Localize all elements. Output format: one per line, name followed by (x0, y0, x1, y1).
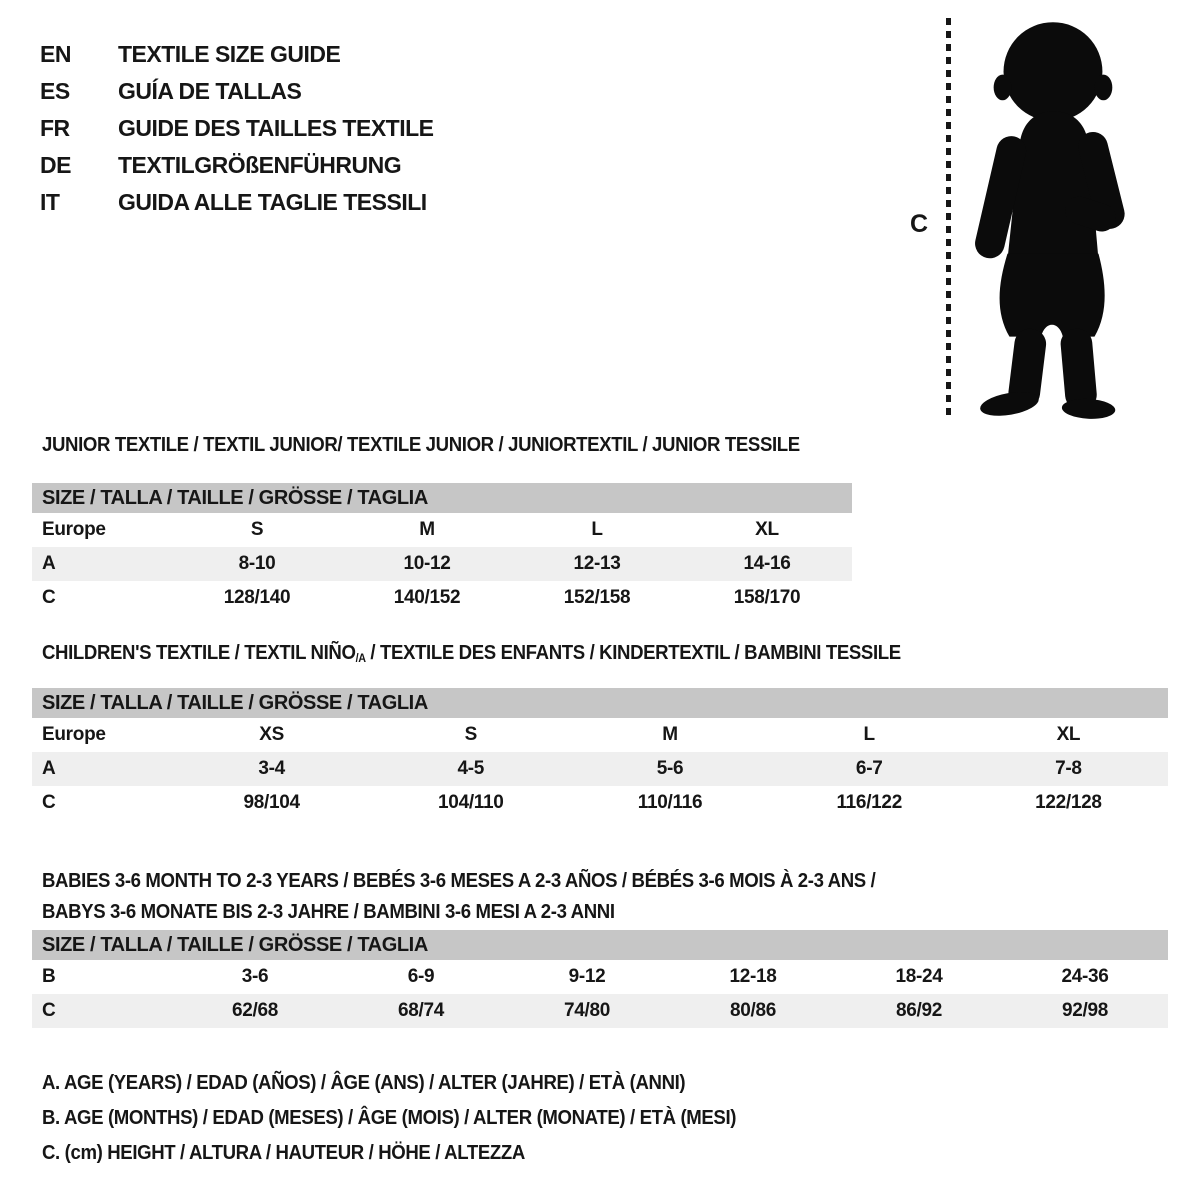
height-cell: 80/86 (729, 1000, 777, 1021)
age-cell: 7-8 (1055, 758, 1082, 779)
language-title: GUIDA ALLE TAGLIE TESSILI (118, 189, 427, 215)
size-cell: M (419, 519, 435, 540)
height-cell: 158/170 (733, 587, 801, 608)
size-cell: XL (755, 519, 779, 540)
children-section-title (42, 642, 901, 665)
height-cell: 116/122 (836, 792, 902, 813)
size-cell: M (662, 724, 678, 745)
toddler-silhouette-icon (962, 12, 1140, 422)
height-cell: 104/110 (438, 792, 504, 813)
height-cell: 110/116 (637, 792, 703, 813)
language-title: TEXTILE SIZE GUIDE (118, 41, 341, 67)
size-cell: S (464, 724, 477, 745)
language-code: FR (40, 115, 70, 141)
size-header: SIZE / TALLA / TAILLE / GRÖSSE / TAGLIA (32, 930, 1168, 960)
height-cell: 140/152 (393, 587, 461, 608)
size-cell: S (250, 519, 264, 540)
age-cell: 6-7 (855, 758, 883, 779)
babies-size-table (32, 930, 1168, 1028)
height-cell: 152/158 (563, 587, 631, 608)
height-cell: 68/74 (397, 1000, 445, 1021)
children-title-pre: CHILDREN'S TEXTILE / TEXTIL NIÑO (42, 642, 356, 664)
language-list (40, 36, 434, 221)
table-row (32, 547, 852, 581)
row-label: B (42, 966, 56, 987)
age-cell: 18-24 (895, 966, 943, 987)
age-cell: 24-36 (1061, 966, 1109, 987)
height-cell: 92/98 (1061, 1000, 1109, 1021)
table-row (32, 960, 1168, 994)
legend-line-b: B. AGE (MONTHS) / EDAD (MESES) / ÂGE (MOIS) / ALTER (MONATE) / ETÀ (MESI) (42, 1107, 737, 1129)
table-row (32, 786, 1168, 820)
height-cell: 74/80 (563, 1000, 611, 1021)
height-cell: 122/128 (1035, 792, 1102, 813)
age-cell: 4-5 (457, 758, 485, 779)
language-title: GUIDE DES TAILLES TEXTILE (118, 115, 434, 141)
language-title: TEXTILGRÖßENFÜHRUNG (118, 152, 402, 178)
age-cell: 9-12 (568, 966, 606, 987)
row-label: C (42, 587, 56, 608)
language-code: DE (40, 152, 71, 178)
height-measure-label: C (910, 210, 929, 238)
height-cell: 128/140 (223, 587, 291, 608)
language-title: GUÍA DE TALLAS (118, 78, 302, 104)
age-cell: 5-6 (656, 758, 684, 779)
size-cell: XS (259, 724, 284, 745)
junior-size-table (32, 483, 852, 615)
height-cell: 86/92 (895, 1000, 943, 1021)
legend-line-c: C. (cm) HEIGHT / ALTURA / HAUTEUR / HÖHE / ALTEZZA (42, 1142, 525, 1164)
babies-section-title-line1: BABIES 3-6 MONTH TO 2-3 YEARS / BEBÉS 3-6 MESES A 2-3 AÑOS / BÉBÉS 3-6 MOIS À 2-3 ANS / (42, 870, 876, 892)
height-cell: 98/104 (243, 792, 300, 813)
children-size-table (32, 688, 1168, 820)
age-cell: 3-6 (241, 966, 269, 987)
children-title-sub: /A (355, 652, 366, 666)
size-cell: L (591, 519, 603, 540)
language-row (40, 73, 434, 110)
row-label: Europe (42, 724, 106, 745)
age-cell: 14-16 (743, 553, 791, 574)
children-title-post: / TEXTILE DES ENFANTS / KINDERTEXTIL / BAMBINI TESSILE (365, 642, 901, 664)
table-row (32, 513, 852, 547)
size-header: SIZE / TALLA / TAILLE / GRÖSSE / TAGLIA (32, 483, 852, 513)
row-label: C (42, 1000, 56, 1021)
language-code: IT (40, 189, 60, 215)
size-cell: XL (1056, 724, 1081, 745)
size-cell: L (863, 724, 875, 745)
height-measure-line (946, 18, 951, 416)
age-cell: 8-10 (238, 553, 276, 574)
language-code: EN (40, 41, 71, 67)
age-cell: 12-13 (573, 553, 621, 574)
row-label: A (42, 553, 56, 574)
row-label: C (42, 792, 56, 813)
age-cell: 3-4 (258, 758, 285, 779)
language-row (40, 184, 434, 221)
table-row (32, 994, 1168, 1028)
height-cell: 62/68 (231, 1000, 279, 1021)
age-cell: 6-9 (407, 966, 435, 987)
table-row (32, 581, 852, 615)
table-row (32, 752, 1168, 786)
language-row (40, 147, 434, 184)
language-code: ES (40, 78, 70, 104)
junior-section-title: JUNIOR TEXTILE / TEXTIL JUNIOR/ TEXTILE JUNIOR / JUNIORTEXTIL / JUNIOR TESSILE (42, 434, 800, 456)
legend-line-a: A. AGE (YEARS) / EDAD (AÑOS) / ÂGE (ANS) / ALTER (JAHRE) / ETÀ (ANNI) (42, 1072, 686, 1094)
row-label: A (42, 758, 56, 779)
language-row (40, 36, 434, 73)
size-header: SIZE / TALLA / TAILLE / GRÖSSE / TAGLIA (32, 688, 1168, 718)
age-cell: 12-18 (729, 966, 777, 987)
age-cell: 10-12 (403, 553, 451, 574)
row-label: Europe (42, 519, 106, 540)
legend (42, 1066, 788, 1171)
table-row (32, 718, 1168, 752)
language-row (40, 110, 434, 147)
babies-section-title-line2: BABYS 3-6 MONATE BIS 2-3 JAHRE / BAMBINI 3-6 MESI A 2-3 ANNI (42, 901, 615, 923)
